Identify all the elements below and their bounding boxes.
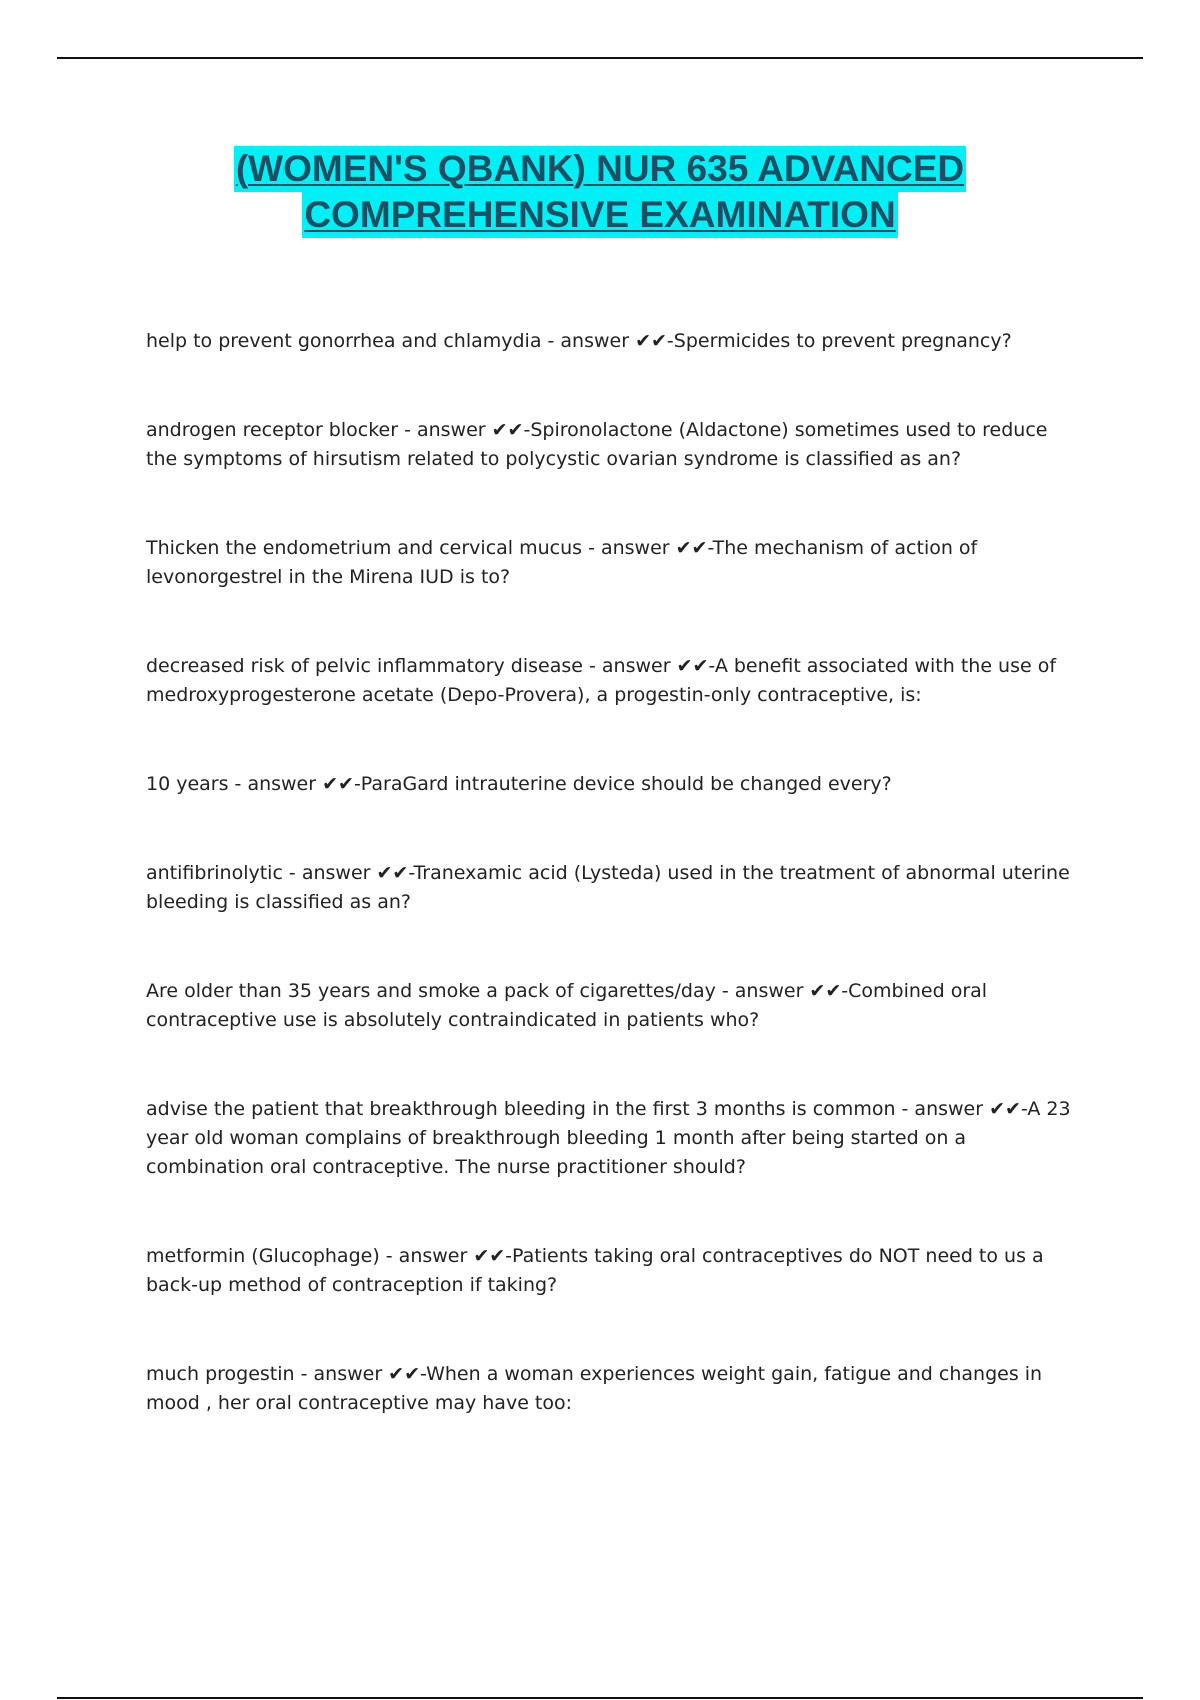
title-line-2: COMPREHENSIVE EXAMINATION [302,192,897,238]
document-title [0,146,1200,238]
qa-item: antifibrinolytic - answer ✔✔-Tranexamic acid (Lysteda) used in the treatment of abnormal uterine bleeding is classified as an? [146,862,1070,913]
qa-item: advise the patient that breakthrough bleeding in the first 3 months is common - answer ✔✔-A 23 year old woman complains of breakthrough bleeding 1 month after being started on a combination oral contraceptive. The nurse practitioner should? [146,1098,1071,1178]
qa-item: decreased risk of pelvic inflammatory disease - answer ✔✔-A benefit associated with the use of medroxyprogesterone acetate (Depo-Provera), a progestin-only contraceptive, is: [146,655,1057,706]
qa-item: 10 years - answer ✔✔-ParaGard intrauterine device should be changed every? [146,773,892,795]
qa-list [146,327,1081,1478]
qa-item: metformin (Glucophage) - answer ✔✔-Patients taking oral contraceptives do NOT need to us a back-up method of contraception if taking? [146,1245,1044,1296]
qa-item: Are older than 35 years and smoke a pack of cigarettes/day - answer ✔✔-Combined oral contraceptive use is absolutely contraindicated in patients who? [146,980,988,1031]
footer-rule [57,1697,1143,1699]
title-line-1: (WOMEN'S QBANK) NUR 635 ADVANCED [234,146,966,192]
qa-item: much progestin - answer ✔✔-When a woman experiences weight gain, fatigue and changes in mood , her oral contraceptive may have too: [146,1363,1043,1414]
qa-item: help to prevent gonorrhea and chlamydia - answer ✔✔-Spermicides to prevent pregnancy? [146,330,1012,352]
qa-item: androgen receptor blocker - answer ✔✔-Spironolactone (Aldactone) sometimes used to reduce the symptoms of hirsutism related to polycystic ovarian syndrome is classified as an? [146,419,1048,470]
header-rule [57,57,1143,59]
qa-item: Thicken the endometrium and cervical mucus - answer ✔✔-The mechanism of action of levonorgestrel in the Mirena IUD is to? [146,537,978,588]
